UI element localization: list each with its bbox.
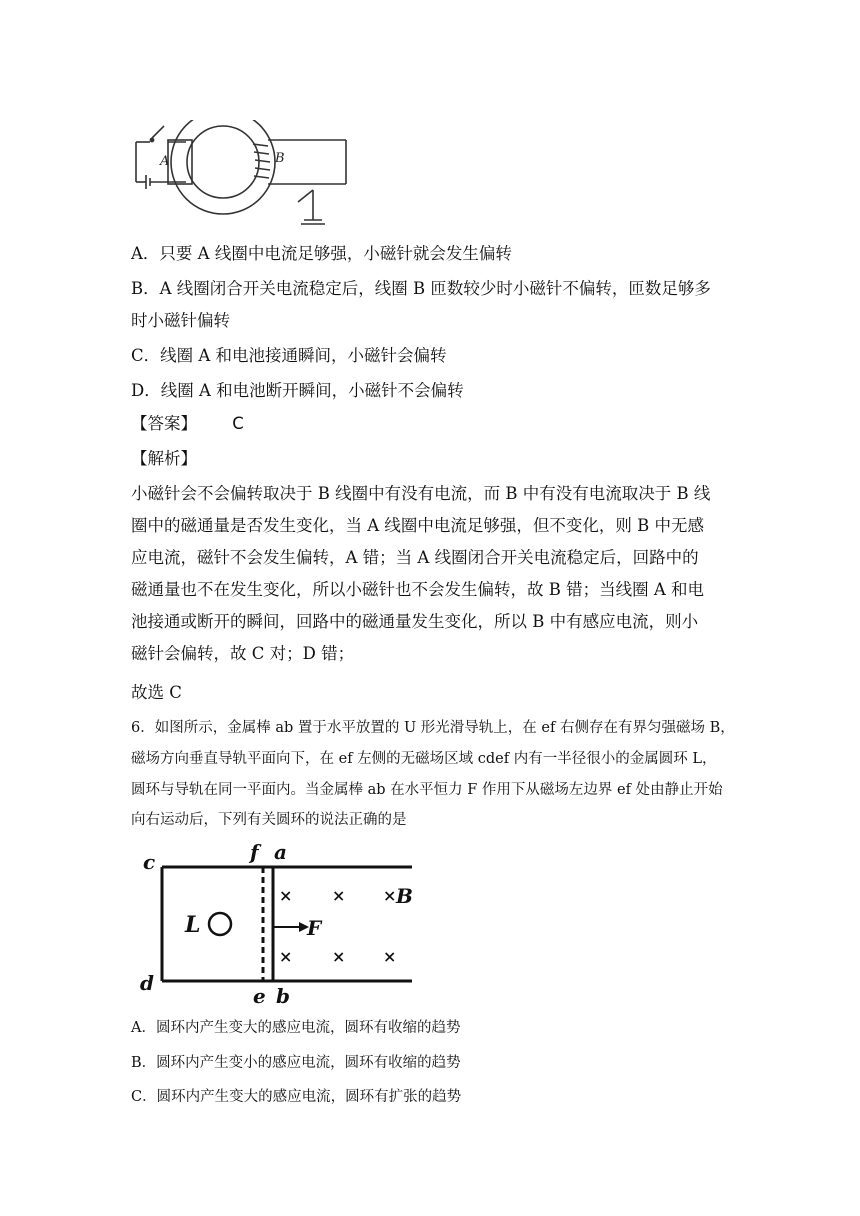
label-ring-l: L bbox=[185, 912, 201, 938]
q5-option-a: A．只要 A 线圈中电流足够强，小磁针就会发生偏转 bbox=[131, 244, 512, 263]
label-d: d bbox=[140, 971, 154, 995]
label-f: f bbox=[250, 840, 259, 864]
q5-option-c: C．线圈 A 和电池接通瞬间，小磁针会偏转 bbox=[131, 346, 447, 365]
field-cross: × bbox=[332, 947, 346, 966]
coil-ring-figure bbox=[128, 120, 353, 230]
label-a: a bbox=[274, 840, 287, 864]
field-cross: × bbox=[279, 886, 293, 905]
q6-option-a: A．圆环内产生变大的感应电流，圆环有收缩的趋势 bbox=[131, 1020, 461, 1036]
q5-option-d: D．线圈 A 和电池断开瞬间，小磁针不会偏转 bbox=[131, 381, 464, 400]
analysis-line: 池接通或断开的瞬间，回路中的磁通量发生变化，所以 B 中有感应电流，则小 bbox=[131, 612, 699, 631]
field-cross: × bbox=[383, 886, 397, 905]
analysis-line: 应电流，磁针不会发生偏转，A 错；当 A 线圈闭合开关电流稳定后，回路中的 bbox=[131, 548, 699, 567]
q5-option-b: B．A 线圈闭合开关电流稳定后，线圈 B 匝数较少时小磁针不偏转，匝数足够多 bbox=[131, 279, 711, 298]
field-cross: × bbox=[383, 947, 397, 966]
coil-b-label: B bbox=[275, 151, 285, 166]
field-cross: × bbox=[279, 947, 293, 966]
q6-stem-line: 向右运动后，下列有关圆环的说法正确的是 bbox=[131, 812, 407, 828]
answer-row bbox=[131, 416, 244, 433]
analysis-line: 磁针会偏转，故 C 对；D 错； bbox=[131, 644, 355, 663]
q6-stem-line: 6．如图所示，金属棒 ab 置于水平放置的 U 形光滑导轨上，在 ef 右侧存在有界匀强磁场 B， bbox=[131, 720, 735, 736]
q5-option-b-continued: 时小磁针偏转 bbox=[131, 311, 230, 330]
label-c: c bbox=[143, 850, 156, 874]
coil-a-label: A bbox=[160, 154, 170, 169]
label-b: b bbox=[276, 984, 290, 1008]
label-force-f: F bbox=[307, 916, 322, 940]
analysis-conclusion: 故选 C bbox=[131, 683, 182, 702]
label-e: e bbox=[253, 984, 266, 1008]
q6-option-c: C．圆环内产生变大的感应电流，圆环有扩张的趋势 bbox=[131, 1089, 462, 1105]
q6-option-b: B．圆环内产生变小的感应电流，圆环有收缩的趋势 bbox=[131, 1055, 461, 1071]
answer-label: 【答案】 bbox=[131, 414, 197, 433]
analysis-line: 小磁针会不会偏转取决于 B 线圈中有没有电流，而 B 中有没有电流取决于 B 线 bbox=[131, 484, 711, 503]
q6-stem-line: 圆环与导轨在同一平面内。当金属棒 ab 在水平恒力 F 作用下从磁场左边界 ef 处由静止开始 bbox=[131, 782, 723, 798]
analysis-line: 圈中的磁通量是否发生变化，当 A 线圈中电流足够强，但不变化，则 B 中无感 bbox=[131, 516, 705, 535]
rail-field-figure bbox=[135, 835, 420, 1010]
analysis-line: 磁通量也不在发生变化，所以小磁针也不会发生偏转，故 B 错；当线圈 A 和电 bbox=[131, 580, 705, 599]
label-field-b: B bbox=[396, 884, 413, 908]
analysis-label: 【解析】 bbox=[131, 449, 197, 468]
q6-stem-line: 磁场方向垂直导轨平面向下，在 ef 左侧的无磁场区域 cdef 内有一半径很小的金属圆环 L， bbox=[131, 751, 717, 767]
answer-value: C bbox=[232, 414, 244, 433]
field-cross: × bbox=[332, 886, 346, 905]
